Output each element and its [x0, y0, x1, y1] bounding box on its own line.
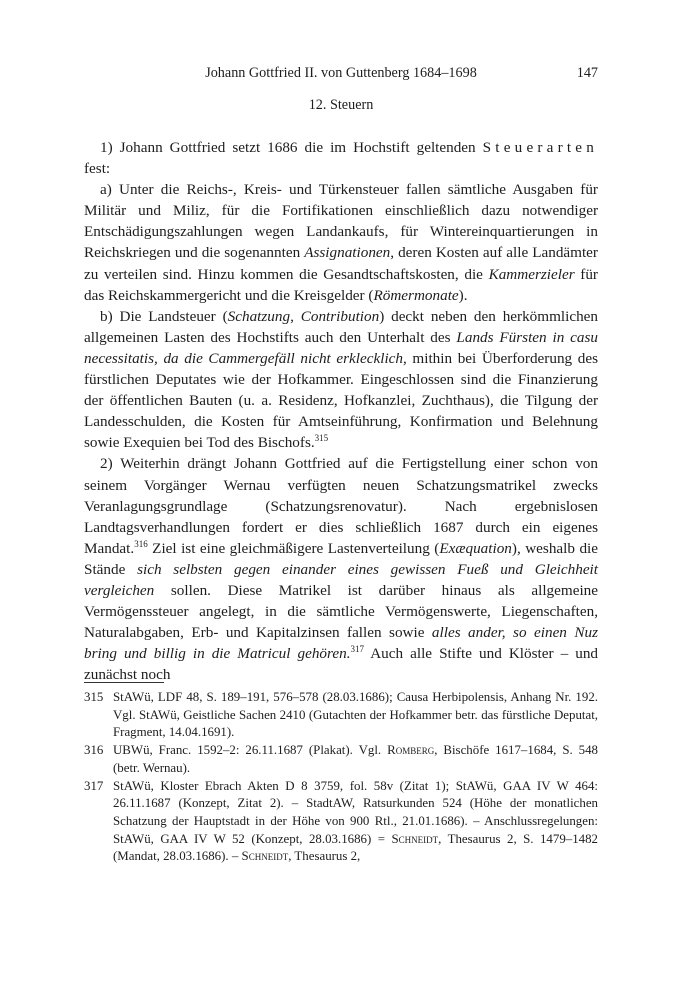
text-run: ,: [290, 307, 301, 325]
section-title: 12. Steuern: [308, 97, 374, 113]
footnote-number: 317: [84, 778, 104, 793]
italic-term: Kammerzieler: [488, 265, 575, 283]
footnote-number: 316: [84, 743, 104, 758]
text-run: sollen. Diese Matrikel ist darüber hinaus als allgemeine Vermögenssteuer angelegt, in die sämtliche Vermögenswerte, Liegenschaften, Naturalabgaben, Erb- und Kapitalzinsen fallen sowie: [84, 581, 598, 642]
text-run: a) Unter die Reichs-, Kreis- und Türkensteuer fallen sämtliche Ausgaben für Militär und Miliz, für die Fortifikationen einschließlich dazu notwendiger Entschädigungszahlungen wegen Landankaufs, für Wintereinquartierungen in Reichskriegen und die sogenannten: [84, 181, 598, 262]
footnote-divider: [84, 682, 164, 683]
paragraph-4: [84, 453, 598, 685]
author-name: Schneidt: [391, 831, 439, 846]
footnote-ref-316[interactable]: 316: [134, 538, 148, 549]
italic-term: Assignationen: [304, 244, 391, 262]
text-run: ), weshalb die Stände: [84, 539, 598, 578]
italic-quote: alles ander, so einen Nuz bring und billig in die Matricul gehören.: [84, 624, 598, 663]
footnote-ref-317[interactable]: 317: [350, 644, 364, 655]
footnote-316: [84, 742, 598, 777]
running-title: Johann Gottfried II. von Guttenberg 1684–1698: [205, 65, 477, 81]
italic-quote: Lands Fürsten in casu necessitatis, da die Cammergefäll nicht erklecklich: [84, 328, 598, 367]
text-run: , deren Kosten auf alle Landämter zu verteilen sind. Hinzu kommen die Gesandtschaftskosten, die: [84, 244, 598, 283]
page-number: 147: [576, 65, 598, 81]
footnote-number: 315: [84, 690, 104, 704]
text-run: b) Die Landsteuer (: [100, 307, 228, 325]
footnote-317: [84, 778, 598, 867]
footnote-text: StAWü, LDF 48, S. 189–191, 576–578 (28.03.1686); Causa Herbipolensis, Anhang Nr. 192. Vgl. StAWü, Geistliche Sachen 2410 (Gutachten der Hofkammer betr. das fürstliche Deputat, Fragment, 14.04.1691).: [113, 690, 598, 740]
italic-term: Contribution: [300, 307, 380, 325]
footnote-text: , Thesaurus 2,: [288, 849, 361, 864]
footnote-315: [84, 689, 598, 742]
text-run: ).: [458, 286, 468, 304]
italic-term: Römermonate: [373, 286, 459, 304]
footnote-text: , Thesaurus 2, S. 1479–1482 (Mandat, 28.03.1686). –: [113, 831, 598, 864]
text-run: fest:: [84, 160, 111, 178]
italic-term: Exæquation: [439, 539, 512, 557]
footnote-text: StAWü, Kloster Ebrach Akten D 8 3759, fol. 58v (Zitat 1); StAWü, GAA IV W 464: 26.11.1687 (Konzept, Zitat 2). – StadtAW, Ratsurkunden 524 (Höhe der monatlichen Schatzung der Hauptstadt in der Höhe von 900 Rtl., 21.01.1686). – Anschlussregelungen: StAWü, GAA IV W 52 (Konzept, 28.03.1686) =: [113, 778, 598, 846]
author-name: Schneidt: [241, 849, 289, 864]
main-text: [84, 137, 598, 685]
footnote-text: , Bischöfe 1617–1684, S. 548 (betr. Wernau).: [113, 743, 598, 775]
paragraph-3: [84, 306, 598, 454]
text-run: 1) Johann Gottfried setzt 1686 die im Hochstift geltenden: [100, 139, 483, 156]
italic-term: Schatzung: [227, 307, 291, 325]
footnote-ref-315[interactable]: 315: [314, 433, 329, 444]
paragraph-1: [84, 137, 598, 179]
footnotes: [84, 689, 598, 866]
text-run: Ziel ist eine gleichmäßigere Lastenverteilung (: [147, 539, 440, 557]
paragraph-2: [84, 179, 598, 306]
text-run: Auch alle Stifte und Klöster – und zunächst noch: [84, 645, 599, 684]
spaced-term: Steuerarten: [482, 139, 598, 156]
text-run: für das Reichskammergericht und die Kreisgelder (: [84, 265, 598, 304]
text-run: 2) Weiterhin drängt Johann Gottfried auf die Fertigstellung einer schon von seinem Vorgänger Wernau verfügten neuen Schatzungsmatrikel zwecks Veranlagungsgrundlage (Schatzungsrenovatur). Nach ergebnislosen Landtagsverhandlungen fordert er dies schließlich 1687 durch ein eigenes Mandat.: [84, 455, 598, 557]
text-run: , mithin bei Überforderung des fürstlichen Deputates wie der Hofkammer. Eingeschlossen sind die Finanzierung der öffentlichen Bauten (u. a. Residenz, Hofkanzlei, Zuchthaus), die Tilgung der Landesschulden, die Kosten für Amtseinführung, Konfirmation und Belehnung sowie Exequien bei Tod des Bischofs.: [84, 349, 598, 452]
author-name: Romberg: [387, 743, 435, 758]
footnote-text: UBWü, Franc. 1592–2: 26.11.1687 (Plakat). Vgl.: [113, 743, 388, 758]
italic-quote: sich selbsten gegen einander eines gewissen Fueß und Gleichheit vergleichen: [84, 560, 598, 599]
text-run: ) deckt neben den herkömmlichen allgemeinen Lasten des Hochstifts auch den Unterhalt des: [84, 307, 599, 346]
